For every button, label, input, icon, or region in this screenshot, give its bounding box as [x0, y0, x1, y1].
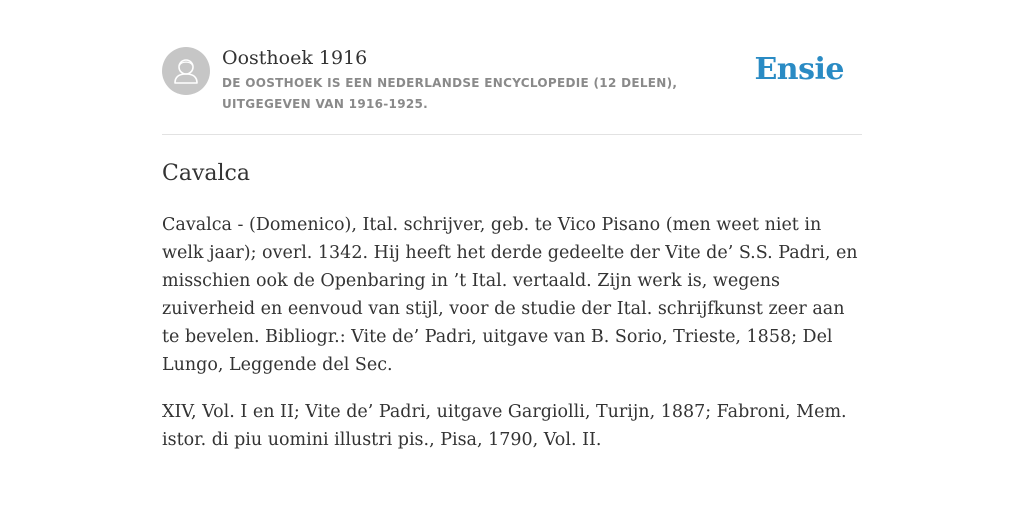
- source-header: [162, 0, 862, 135]
- article-paragraph: Cavalca - (Domenico), Ital. schrijver, geb. te Vico Pisano (men weet niet in welk jaar); overl. 1342. Hij heeft het derde gedeelte der Vite de’ S.S. Padri, en misschien ook de Openbaring in ’t Ital. vertaald. Zijn werk is, wegens zuiverheid en eenvoud van stijl, voor de studie der Ital. schrijfkunst zeer aan te bevelen. Bibliogr.: Vite de’ Padri, uitgave van B. Sorio, Trieste, 1858; Del Lungo, Leggende del Sec.: [162, 215, 858, 375]
- avatar[interactable]: [162, 47, 210, 95]
- ensie-logo[interactable]: Ensie: [754, 52, 844, 87]
- source-description: DE OOSTHOEK IS EEN NEDERLANDSE ENCYCLOPEDIE (12 DELEN), UITGEGEVEN VAN 1916-1925.: [222, 76, 678, 111]
- page-content: [162, 0, 862, 454]
- article-title: Cavalca: [162, 161, 250, 186]
- article-paragraph: XIV, Vol. I en II; Vite de’ Padri, uitgave Gargiolli, Turijn, 1887; Fabroni, Mem. istor. di piu uomini illustri pis., Pisa, 1790, Vol. II.: [162, 402, 847, 450]
- source-title[interactable]: Oosthoek 1916: [222, 47, 368, 69]
- user-silhouette-icon: [162, 47, 210, 95]
